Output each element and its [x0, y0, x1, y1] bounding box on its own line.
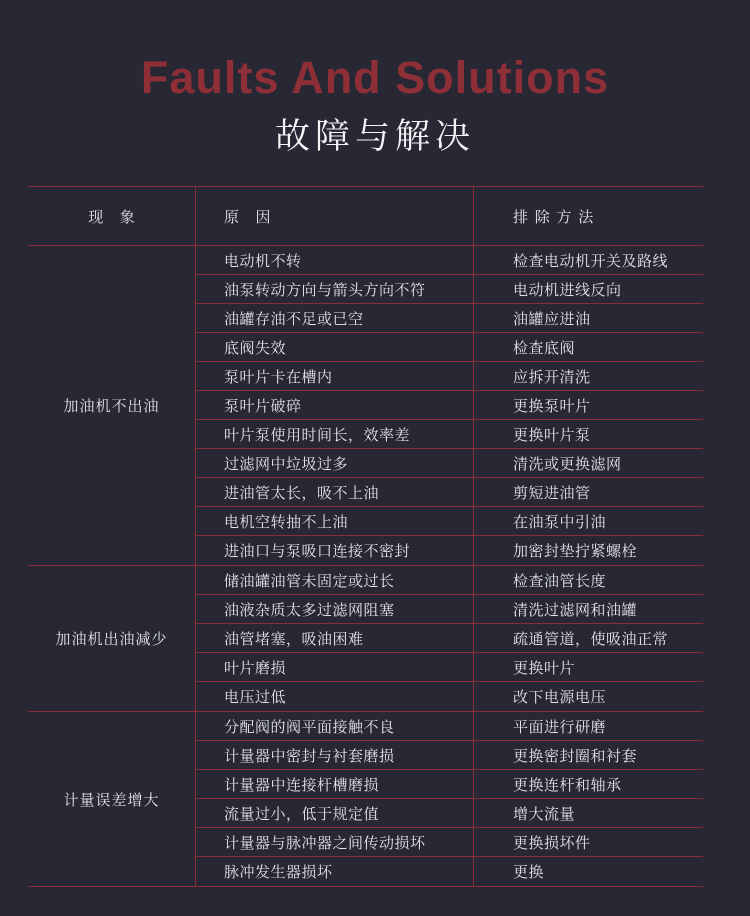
solution-cell: 更换密封圈和衬套 — [513, 747, 638, 765]
solution-cell: 更换损坏件 — [513, 834, 591, 852]
cause-cell: 油罐存油不足或已空 — [196, 304, 474, 332]
table-row — [196, 536, 703, 565]
cause-cell: 计量器中密封与衬套磨损 — [196, 741, 474, 769]
fault-group-rows — [196, 246, 703, 565]
solution-cell: 检查电动机开关及路线 — [513, 252, 669, 270]
table-header-row — [28, 187, 703, 246]
cause-cell: 计量器中连接杆槽磨损 — [196, 770, 474, 798]
cause-cell: 泵叶片卡在槽内 — [196, 362, 474, 390]
table-row — [196, 246, 703, 275]
table-row — [196, 799, 703, 828]
cause-cell: 电机空转抽不上油 — [196, 507, 474, 535]
solution-cell: 更换 — [513, 864, 545, 881]
cause-cell: 底阀失效 — [196, 333, 474, 361]
solution-cell: 更换泵叶片 — [513, 397, 591, 415]
fault-group-rows — [196, 566, 703, 711]
cause-cell: 分配阀的阀平面接触不良 — [196, 712, 474, 740]
table-row — [196, 362, 703, 391]
phenomenon-cell: 加油机不出油 — [28, 246, 196, 565]
solution-cell: 更换连杆和轴承 — [513, 776, 622, 794]
table-row — [196, 333, 703, 362]
cause-cell: 电动机不转 — [196, 246, 474, 274]
solution-cell: 剪短进油管 — [513, 484, 591, 502]
solution-cell: 增大流量 — [513, 805, 576, 823]
solution-cell: 在油泵中引油 — [513, 513, 607, 531]
cause-cell: 流量过小，低于规定值 — [196, 799, 474, 827]
solution-cell: 电动机进线反向 — [513, 281, 622, 299]
table-row — [196, 478, 703, 507]
cause-cell: 叶片泵使用时间长，效率差 — [196, 420, 474, 448]
solution-cell: 应拆开清洗 — [513, 368, 591, 386]
column-header-phenomenon: 现象 — [28, 187, 196, 245]
solution-cell: 疏通管道，使吸油正常 — [513, 630, 669, 648]
cause-cell: 叶片磨损 — [196, 653, 474, 681]
solution-cell: 清洗过滤网和油罐 — [513, 601, 638, 619]
column-header-solution: 排除方法 — [513, 208, 601, 226]
table-row — [196, 857, 703, 886]
solution-cell: 油罐应进油 — [513, 310, 591, 328]
table-row — [196, 770, 703, 799]
cause-cell: 油液杂质太多过滤网阻塞 — [196, 595, 474, 623]
fault-group — [28, 712, 703, 887]
phenomenon-cell: 计量误差增大 — [28, 712, 196, 886]
table-row — [196, 712, 703, 741]
cause-cell: 电压过低 — [196, 682, 474, 711]
cause-cell: 油泵转动方向与箭头方向不符 — [196, 275, 474, 303]
page-title-chinese: 故障与解决 — [274, 117, 475, 157]
fault-group — [28, 566, 703, 712]
table-row — [196, 595, 703, 624]
table-row — [196, 653, 703, 682]
faults-table — [28, 186, 703, 887]
cause-cell: 油管堵塞，吸油困难 — [196, 624, 474, 652]
cause-cell: 进油管太长，吸不上油 — [196, 478, 474, 506]
phenomenon-cell: 加油机出油减少 — [28, 566, 196, 711]
cause-cell: 过滤网中垃圾过多 — [196, 449, 474, 477]
solution-cell: 平面进行研磨 — [513, 718, 607, 736]
column-header-cause: 原因 — [196, 187, 474, 245]
table-row — [196, 624, 703, 653]
solution-cell: 更换叶片 — [513, 659, 576, 677]
table-row — [196, 391, 703, 420]
solution-cell: 检查油管长度 — [513, 572, 607, 590]
table-row — [196, 828, 703, 857]
cause-cell: 计量器与脉冲器之间传动损坏 — [196, 828, 474, 856]
fault-group — [28, 246, 703, 566]
solution-cell: 更换叶片泵 — [513, 426, 591, 444]
cause-cell: 脉冲发生器损坏 — [196, 857, 474, 886]
solution-cell: 检查底阀 — [513, 339, 576, 357]
table-row — [196, 741, 703, 770]
table-body — [28, 246, 703, 887]
cause-cell: 泵叶片破碎 — [196, 391, 474, 419]
table-row — [196, 275, 703, 304]
table-row — [196, 682, 703, 711]
solution-cell: 加密封垫拧紧螺栓 — [513, 543, 638, 560]
solution-cell: 清洗或更换滤网 — [513, 455, 622, 473]
table-row — [196, 449, 703, 478]
fault-group-rows — [196, 712, 703, 886]
table-row — [196, 507, 703, 536]
cause-cell: 进油口与泵吸口连接不密封 — [196, 536, 474, 565]
solution-cell: 改下电源电压 — [513, 689, 607, 706]
page-title-english: Faults And Solutions — [140, 52, 610, 103]
table-row — [196, 420, 703, 449]
table-row — [196, 304, 703, 333]
cause-cell: 储油罐油管未固定或过长 — [196, 566, 474, 594]
table-row — [196, 566, 703, 595]
